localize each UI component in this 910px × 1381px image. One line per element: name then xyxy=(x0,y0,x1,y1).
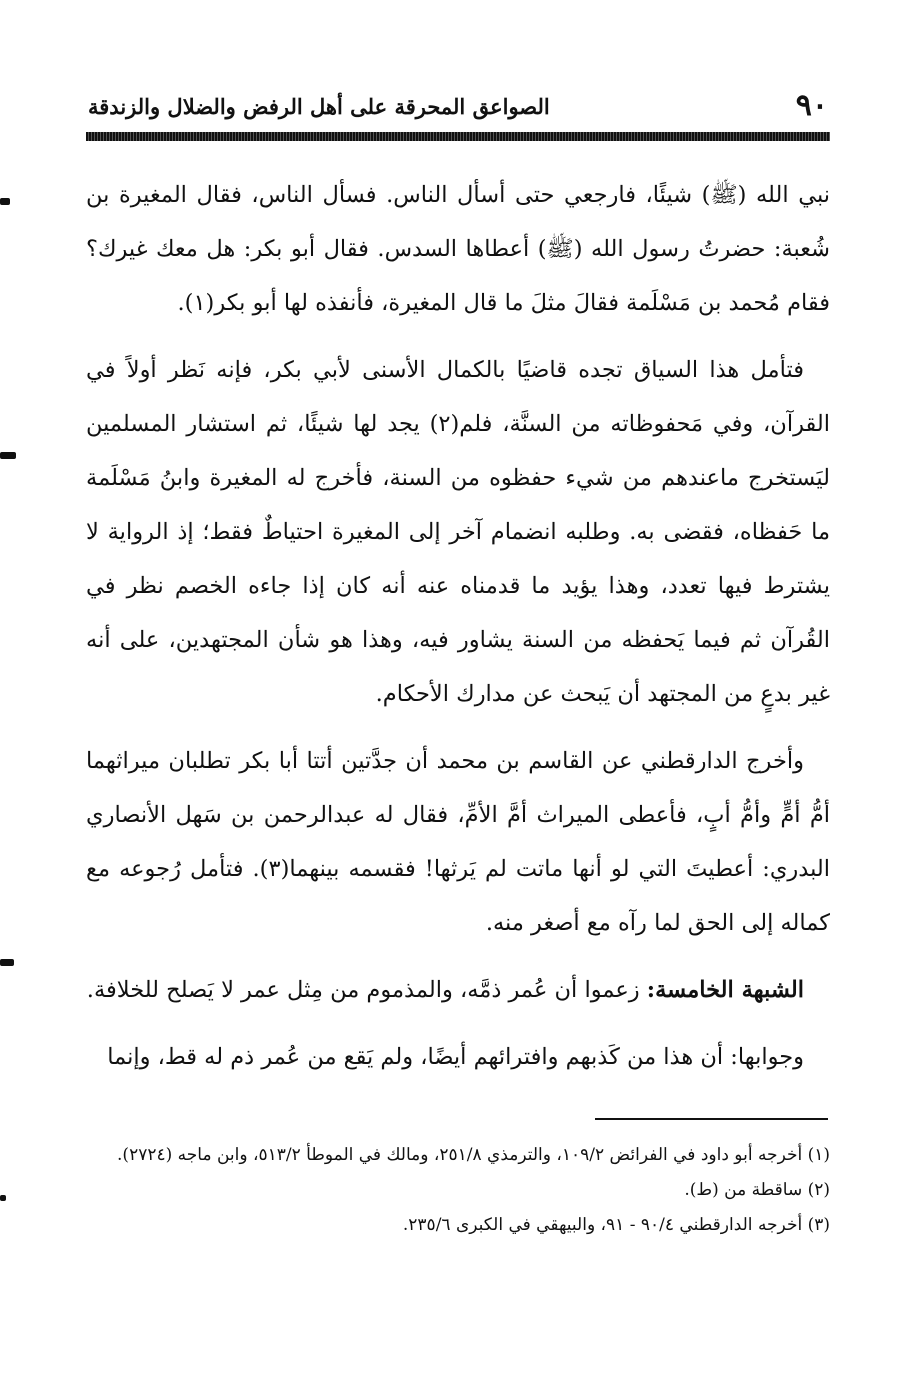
main-text xyxy=(86,168,830,1097)
margin-mark xyxy=(0,452,16,459)
doubt-heading: الشبهة الخامسة: xyxy=(646,977,804,1003)
footnote-3: (٣) أخرجه الدارقطني ٩٠/٤ - ٩١، والبيهقي في الكبرى ٢٣٥/٦. xyxy=(402,1215,830,1235)
margin-mark xyxy=(0,198,10,205)
footnote-1: (١) أخرجه أبو داود في الفرائض ١٠٩/٢، والترمذي ٢٥١/٨، ومالك في الموطأ ٥١٣/٢، وابن ماجه (٢٧٢٤). xyxy=(117,1145,830,1165)
paragraph-3: وأخرج الدارقطني عن القاسم بن محمد أن جدَّتين أتتا أبا بكر تطلبان ميراثهما أمُّ أمٍّ وأمُّ أبٍ، فأعطى الميراث أمَّ الأمِّ، فقال له عبدالرحمن بن سَهل الأنصاري البدري: أعطيتَ التي لو أنها ماتت لم يَرثها! فقسمه بينهما(٣). فتأمل رُجوعه مع كماله إلى الحق لما رآه مع أصغر منه. xyxy=(86,748,831,936)
doubt-paragraph xyxy=(86,963,830,1017)
footnote-2: (٢) ساقطة من (ط). xyxy=(684,1180,830,1200)
footnote-rule xyxy=(595,1118,828,1120)
footnotes xyxy=(86,1138,830,1243)
running-title: الصواعق المحرقة على أهل الرفض والضلال والزندقة xyxy=(88,94,550,119)
doubt-text: زعموا أن عُمر ذمَّه، والمذموم من مِثل عمر لا يَصلح للخلافة. xyxy=(86,977,647,1003)
paragraph-2: فتأمل هذا السياق تجده قاضيًا بالكمال الأسنى لأبي بكر، فإنه نَظر أولاً في القرآن، وفي مَحفوظاته من السنَّة، فلم(٢) يجد لها شيئًا، ثم استشار المسلمين ليَستخرج ماعندهم من شيء حفظوه من السنة، فأخرج له المغيرة وابنُ مَسْلَمة ما حَفظاه، فقضى به. وطلبه انضمام آخر إلى المغيرة احتياطٌ فقط؛ إذ الرواية لا يشترط فيها تعدد، وهذا يؤيد ما قدمناه عنه أنه كان إذا جاءه الخصم نظر في القُرآن ثم فيما يَحفظه من السنة يشاور فيه، وهذا هو شأن المجتهدين، على أنه غير بدعٍ من المجتهد أن يَبحث عن مدارك الأحكام. xyxy=(86,357,830,707)
header-rule xyxy=(86,132,830,141)
page-number: ٩٠ xyxy=(795,88,828,123)
running-header xyxy=(88,86,828,126)
margin-mark xyxy=(0,959,14,966)
paragraph-4: وجوابها: أن هذا من كَذبهم وافترائهم أيضًا، ولم يَقع من عُمر ذم له قط، وإنما xyxy=(107,1044,804,1070)
paragraph-1: نبي الله (ﷺ) شيئًا، فارجعي حتى أسأل الناس. فسأل الناس، فقال المغيرة بن شُعبة: حضرتُ رسول الله (ﷺ) أعطاها السدس. فقال أبو بكر: هل معك غيرك؟ فقام مُحمد بن مَسْلَمة فقالَ مثلَ ما قال المغيرة، فأنفذه لها أبو بكر(١). xyxy=(86,182,830,316)
margin-mark xyxy=(0,1195,6,1201)
